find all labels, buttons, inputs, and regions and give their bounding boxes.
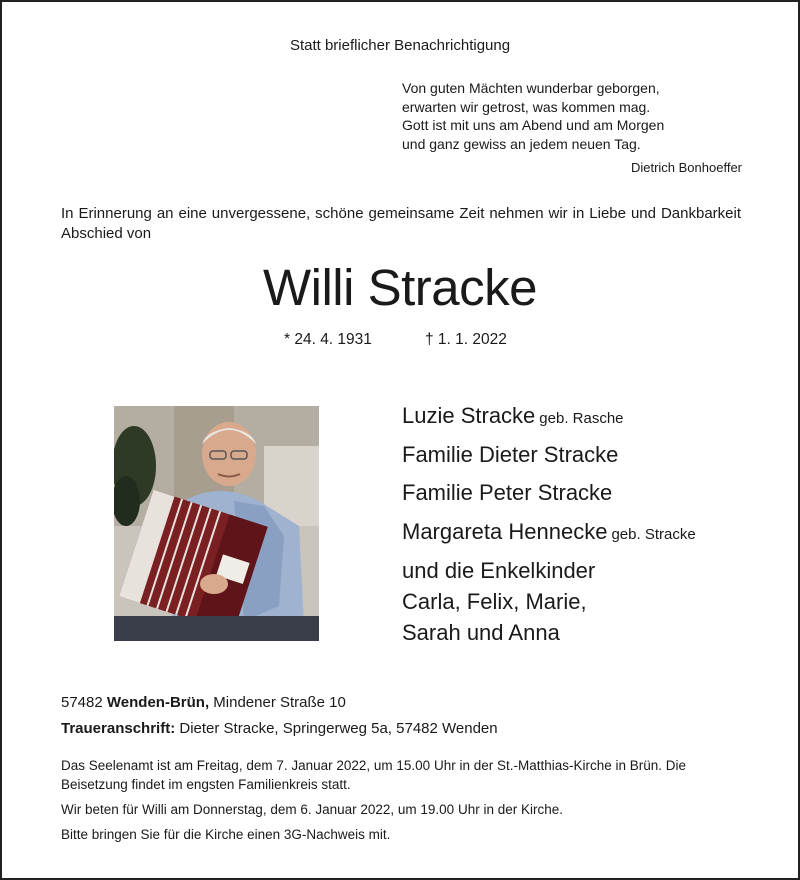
poem-author: Dietrich Bonhoeffer <box>630 160 742 175</box>
mass-note: Das Seelenamt ist am Freitag, dem 7. Januar 2022, um 15.00 Uhr in der St.-Matthias-Kirche in Brün. Die Beisetzung findet im engsten Familienkreis statt. <box>61 758 687 792</box>
address-town: Wenden-Brün, <box>106 694 210 711</box>
family-name: Margareta Hennecke <box>402 519 608 544</box>
death-date: † 1. 1. 2022 <box>425 331 507 348</box>
family-member: Familie Dieter Stracke <box>402 442 619 467</box>
maiden-name: geb. Stracke <box>611 526 696 543</box>
family-name: Luzie Stracke <box>402 403 536 428</box>
mourning-address-label: Traueranschrift: <box>61 720 176 737</box>
address-line <box>61 694 346 711</box>
portrait-photo <box>114 406 319 641</box>
address-zip: 57482 <box>61 694 103 711</box>
mourning-address-value: Dieter Stracke, Springerweg 5a, 57482 Wenden <box>179 720 498 737</box>
poem-line: und ganz gewiss an jedem neuen Tag. <box>402 135 641 152</box>
intro-line: Statt brieflicher Benachrichtigung <box>289 37 511 54</box>
memory-text: In Erinnerung an eine unvergessene, schöne gemeinsame Zeit nehmen wir in Liebe und Dankbarkeit Abschied von <box>61 205 741 242</box>
maiden-name: geb. Rasche <box>539 410 624 427</box>
poem-line: Von guten Mächten wunderbar geborgen, <box>402 80 660 96</box>
birth-date: * 24. 4. 1931 <box>284 331 372 348</box>
mourning-address <box>61 720 498 737</box>
family-member <box>402 519 696 545</box>
covid-note: Bitte bringen Sie für die Kirche einen 3G-Nachweis mit. <box>61 827 391 842</box>
family-member: und die Enkelkinder <box>402 558 596 583</box>
poem <box>402 79 664 153</box>
deceased-name: Willi Stracke <box>262 259 538 316</box>
family-member: Carla, Felix, Marie, <box>402 589 587 614</box>
family-member: Sarah und Anna <box>402 620 560 645</box>
address-street: Mindener Straße 10 <box>213 694 346 711</box>
prayer-note: Wir beten für Willi am Donnerstag, dem 6. Januar 2022, um 19.00 Uhr in der Kirche. <box>61 802 563 817</box>
poem-line: erwarten wir getrost, was kommen mag. <box>402 98 651 115</box>
family-member <box>402 403 624 429</box>
family-member: Familie Peter Stracke <box>402 480 613 505</box>
poem-line: Gott ist mit uns am Abend und am Morgen <box>402 117 665 133</box>
